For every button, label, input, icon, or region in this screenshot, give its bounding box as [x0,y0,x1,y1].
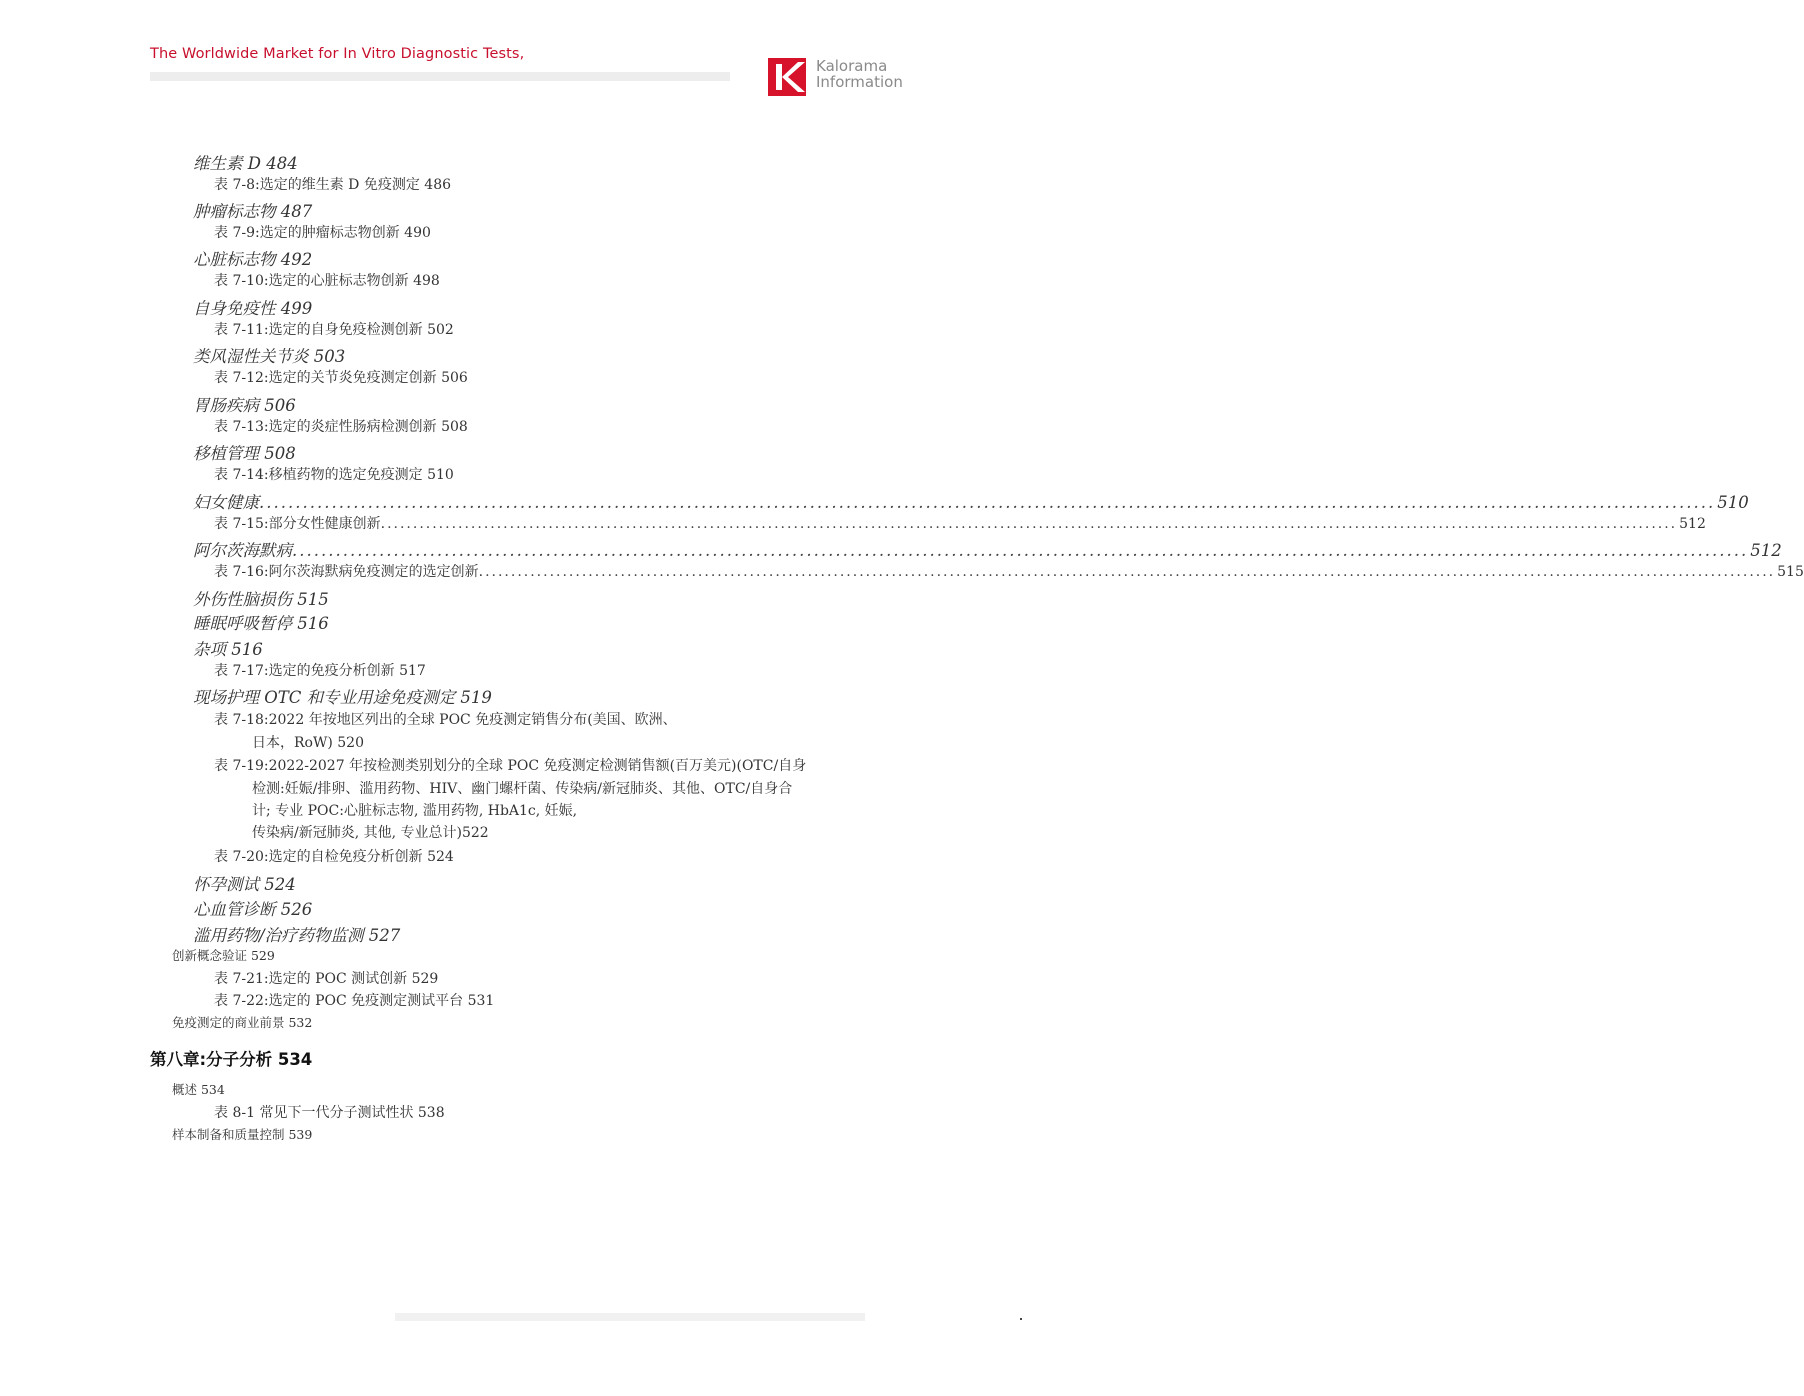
toc-entry: 表 7-12:选定的关节炎免疫测定创新 506 [214,370,468,386]
toc-entry: 杂项 516 [193,640,263,659]
toc-entry [214,513,1706,533]
toc-entry: 类风湿性关节炎 503 [193,347,346,366]
logo-line-1: Kalorama [816,57,888,75]
toc-page-number: 512 [1750,541,1782,560]
kalorama-k-icon [768,58,806,96]
toc-entry-title: 表 7-16:阿尔茨海默病免疫测定的选定创新. [214,564,484,580]
toc-entry: 自身免疫性 499 [193,299,313,318]
toc-entry [214,561,1804,581]
toc-page-number: 510 [1717,493,1749,512]
toc-entry [193,489,1749,513]
toc-entry: 创新概念验证 529 [172,948,275,963]
toc-entry: 计; 专业 POC:心脏标志物, 滥用药物, HbA1c, 妊娠, [252,803,578,819]
toc-entry: 心脏标志物 492 [193,250,313,269]
toc-entry: 现场护理 OTC 和专业用途免疫测定 519 [193,688,492,707]
footer-bar [395,1313,865,1321]
kalorama-logo [768,58,918,98]
toc-entry: 表 7-19:2022-2027 年按检测类别划分的全球 POC 免疫测定检测销售额(百万美元)(OTC/自身 [214,758,807,774]
toc-entry: 表 7-21:选定的 POC 测试创新 529 [214,971,439,987]
header-divider [150,72,730,81]
toc-entry: 表 7-11:选定的自身免疫检测创新 502 [214,322,454,338]
dot-leader: ........................................................................................................................................................................................................ [387,516,1678,532]
toc-entry: 免疫测定的商业前景 532 [172,1015,313,1030]
toc-entry [193,537,1782,561]
toc-entry: 日本，RoW) 520 [252,735,364,751]
footer-mark [1020,1318,1022,1320]
toc-entry-title: 表 7-15:部分女性健康创新. [214,516,386,532]
toc-entry-title: 阿尔茨海默病. [193,541,298,560]
toc-entry: 传染病/新冠肺炎, 其他, 专业总计)522 [252,825,489,841]
toc-entry: 胃肠疾病 506 [193,396,296,415]
toc-entry: 怀孕测试 524 [193,875,296,894]
toc-page-number: 512 [1679,516,1706,532]
toc-entry: 表 7-10:选定的心脏标志物创新 498 [214,273,440,289]
logo-line-2: Information [816,73,903,91]
toc-entry: 概述 534 [172,1082,225,1097]
toc-entry: 表 7-18:2022 年按地区列出的全球 POC 免疫测定销售分布(美国、欧洲、 [214,712,677,728]
toc-entry: 表 7-17:选定的免疫分析创新 517 [214,663,426,679]
toc-entry-title: 妇女健康. [193,493,265,512]
toc-entry: 外伤性脑损伤 515 [193,590,329,609]
toc-entry: 表 7-20:选定的自检免疫分析创新 524 [214,849,454,865]
toc-entry: 睡眠呼吸暂停 516 [193,614,329,633]
toc-entry: 维生素 D 484 [193,154,298,173]
toc-entry: 肿瘤标志物 487 [193,202,313,221]
toc-entry: 表 7-13:选定的炎症性肠病检测创新 508 [214,419,468,435]
toc-entry: 表 7-22:选定的 POC 免疫测定测试平台 531 [214,993,495,1009]
toc-entry: 心血管诊断 526 [193,900,313,919]
dot-leader: ........................................................................................................................................................................................................ [266,493,1716,512]
toc-entry: 表 7-14:移植药物的选定免疫测定 510 [214,467,454,483]
dot-leader: ........................................................................................................................................................................................................ [299,541,1749,560]
report-title: The Worldwide Market for In Vitro Diagnostic Tests, [150,46,525,62]
toc-entry: 样本制备和质量控制 539 [172,1127,313,1142]
toc-entry: 检测:妊娠/排卵、滥用药物、HIV、幽门螺杆菌、传染病/新冠肺炎、其他、OTC/自身合 [252,781,793,797]
toc-entry: 滥用药物/治疗药物监测 527 [193,926,401,945]
toc-page-number: 515 [1777,564,1804,580]
toc-entry: 表 7-9:选定的肿瘤标志物创新 490 [214,225,431,241]
toc-entry: 表 7-8:选定的维生素 D 免疫测定 486 [214,177,452,193]
toc-entry: 移植管理 508 [193,444,296,463]
toc-entry: 表 8-1 常见下一代分子测试性状 538 [214,1105,445,1121]
dot-leader: ........................................................................................................................................................................................................ [485,564,1776,580]
chapter-heading: 第八章:分子分析 534 [150,1050,313,1069]
